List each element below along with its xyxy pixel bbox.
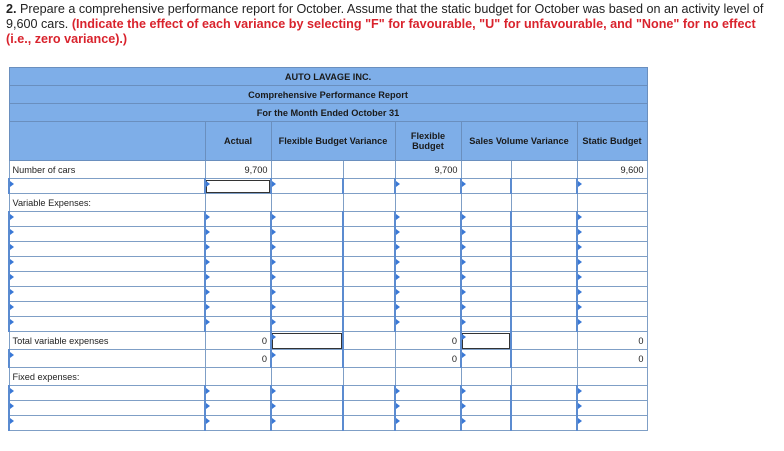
input-cell[interactable] — [461, 272, 511, 287]
header-static-budget: Static Budget — [577, 122, 647, 161]
subtotal-actual: 0 — [205, 350, 271, 368]
row-label-number-of-cars: Number of cars — [9, 161, 205, 179]
input-cell[interactable] — [205, 242, 271, 257]
blank-cell — [395, 368, 461, 386]
company-name: AUTO LAVAGE INC. — [9, 68, 647, 86]
input-cell[interactable] — [271, 227, 343, 242]
total-var-actual: 0 — [205, 332, 271, 350]
expense-name-input[interactable] — [9, 401, 205, 416]
expense-name-input[interactable] — [9, 287, 205, 302]
input-cell[interactable] — [577, 272, 647, 287]
header-sales-volume-variance: Sales Volume Variance — [461, 122, 577, 161]
input-cell[interactable] — [461, 227, 511, 242]
header-blank — [9, 122, 205, 161]
input-cell[interactable] — [205, 386, 271, 401]
expense-name-input[interactable] — [9, 416, 205, 431]
input-cell[interactable] — [577, 242, 647, 257]
input-cell[interactable] — [461, 401, 511, 416]
cars-sales-var-effect — [511, 161, 577, 179]
input-cell[interactable] — [395, 302, 461, 317]
blank-cell — [205, 194, 271, 212]
input-cell[interactable] — [395, 227, 461, 242]
input-cell[interactable] — [205, 257, 271, 272]
input-cell[interactable] — [461, 242, 511, 257]
effect-select[interactable] — [511, 302, 577, 317]
input-cell[interactable] — [271, 302, 343, 317]
input-cell[interactable] — [271, 212, 343, 227]
input-cell[interactable] — [271, 242, 343, 257]
blank-cell — [461, 194, 511, 212]
input-cell[interactable] — [577, 302, 647, 317]
input-cell[interactable] — [271, 332, 343, 350]
header-flexible-budget-variance: Flexible Budget Variance — [271, 122, 395, 161]
input-cell[interactable] — [271, 416, 343, 431]
input-cell[interactable] — [395, 179, 461, 194]
effect-select[interactable] — [511, 212, 577, 227]
input-cell[interactable] — [461, 386, 511, 401]
expense-name-input[interactable] — [9, 386, 205, 401]
cars-flex-var-effect — [343, 161, 395, 179]
effect-select[interactable] — [343, 401, 395, 416]
input-cell[interactable] — [461, 416, 511, 431]
effect-select[interactable] — [511, 227, 577, 242]
input-cell[interactable] — [461, 302, 511, 317]
input-cell[interactable] — [205, 212, 271, 227]
report-period: For the Month Ended October 31 — [9, 104, 647, 122]
input-cell[interactable] — [577, 212, 647, 227]
effect-select[interactable] — [511, 242, 577, 257]
input-cell[interactable] — [395, 242, 461, 257]
performance-report-table — [8, 67, 648, 431]
expense-name-input[interactable] — [9, 242, 205, 257]
report-title: Comprehensive Performance Report — [9, 86, 647, 104]
input-cell[interactable] — [271, 287, 343, 302]
input-cell[interactable] — [205, 302, 271, 317]
input-cell[interactable] — [395, 212, 461, 227]
input-cell[interactable] — [205, 227, 271, 242]
blank-cell — [511, 194, 577, 212]
input-cell[interactable] — [461, 332, 511, 350]
input-cell[interactable] — [395, 317, 461, 332]
input-cell[interactable] — [577, 179, 647, 194]
cars-flexible-budget: 9,700 — [395, 161, 461, 179]
effect-select[interactable] — [343, 386, 395, 401]
effect-select[interactable] — [343, 227, 395, 242]
input-cell[interactable] — [461, 317, 511, 332]
effect-select[interactable] — [343, 416, 395, 431]
question-text — [6, 2, 778, 47]
effect-select[interactable] — [343, 350, 395, 368]
effect-select[interactable] — [511, 317, 577, 332]
expense-name-input[interactable] — [9, 227, 205, 242]
effect-select[interactable] — [511, 179, 577, 194]
blank-cell — [271, 368, 343, 386]
expense-name-input[interactable] — [9, 257, 205, 272]
blank-cell — [461, 368, 511, 386]
row-label-fixed-expenses: Fixed expenses: — [9, 368, 205, 386]
expense-name-input[interactable] — [9, 212, 205, 227]
subtotal-flexible-budget: 0 — [395, 350, 461, 368]
blank-cell — [343, 368, 395, 386]
input-cell[interactable] — [577, 386, 647, 401]
effect-select[interactable] — [343, 242, 395, 257]
question-body: Prepare a comprehensive performance report for October. Assume that the static budget for October was based on an activity level of 9,600 cars. — [6, 2, 764, 31]
input-cell[interactable] — [271, 272, 343, 287]
expense-name-input[interactable] — [9, 317, 205, 332]
expense-name-input[interactable] — [9, 272, 205, 287]
effect-select[interactable] — [511, 416, 577, 431]
input-cell[interactable] — [577, 227, 647, 242]
effect-select[interactable] — [511, 386, 577, 401]
input-cell[interactable] — [395, 257, 461, 272]
input-cell[interactable] — [271, 386, 343, 401]
input-cell[interactable] — [461, 212, 511, 227]
input-cell[interactable] — [205, 272, 271, 287]
input-cell[interactable] — [461, 350, 511, 368]
effect-select[interactable] — [343, 179, 395, 194]
input-cell[interactable] — [271, 350, 343, 368]
input-cell[interactable] — [395, 272, 461, 287]
input-cell[interactable] — [461, 287, 511, 302]
effect-select[interactable] — [511, 257, 577, 272]
input-label-cell[interactable] — [9, 179, 205, 194]
row-label-variable-expenses: Variable Expenses: — [9, 194, 205, 212]
blank-cell — [343, 194, 395, 212]
input-cell[interactable] — [271, 179, 343, 194]
input-cell[interactable] — [271, 257, 343, 272]
effect-select[interactable] — [511, 401, 577, 416]
row-label-total-variable-expenses: Total variable expenses — [9, 332, 205, 350]
header-flexible-budget: Flexible Budget — [395, 122, 461, 161]
input-cell[interactable] — [577, 257, 647, 272]
blank-cell — [577, 194, 647, 212]
effect-select[interactable] — [511, 332, 577, 350]
input-cell[interactable] — [205, 287, 271, 302]
input-cell[interactable] — [271, 401, 343, 416]
input-cell[interactable] — [395, 416, 461, 431]
effect-select[interactable] — [343, 332, 395, 350]
subtotal-static-budget: 0 — [577, 350, 647, 368]
input-cell[interactable] — [577, 317, 647, 332]
effect-select[interactable] — [511, 287, 577, 302]
input-cell[interactable] — [271, 317, 343, 332]
effect-select[interactable] — [343, 287, 395, 302]
input-cell[interactable] — [395, 401, 461, 416]
input-cell[interactable] — [205, 179, 271, 194]
effect-select[interactable] — [343, 302, 395, 317]
effect-select[interactable] — [511, 350, 577, 368]
input-cell[interactable] — [395, 287, 461, 302]
input-cell[interactable] — [577, 401, 647, 416]
input-cell[interactable] — [205, 401, 271, 416]
blank-cell — [205, 368, 271, 386]
input-cell[interactable] — [461, 179, 511, 194]
cars-sales-var-amount — [461, 161, 511, 179]
question-instruction: (Indicate the effect of each variance by selecting "F" for favourable, "U" for unfavourable, and "None" for no effect (i.e., zero variance).) — [6, 17, 756, 46]
total-var-static-budget: 0 — [577, 332, 647, 350]
cars-static-budget: 9,600 — [577, 161, 647, 179]
effect-select[interactable] — [343, 272, 395, 287]
blank-cell — [271, 194, 343, 212]
input-cell[interactable] — [205, 317, 271, 332]
input-cell[interactable] — [461, 257, 511, 272]
expense-name-input[interactable] — [9, 302, 205, 317]
cars-flex-var-amount — [271, 161, 343, 179]
input-label-cell[interactable] — [9, 350, 205, 368]
input-cell[interactable] — [577, 416, 647, 431]
total-var-flexible-budget: 0 — [395, 332, 461, 350]
effect-select[interactable] — [511, 272, 577, 287]
effect-select[interactable] — [343, 317, 395, 332]
blank-cell — [395, 194, 461, 212]
blank-cell — [577, 368, 647, 386]
question-number: 2. — [6, 2, 17, 16]
effect-select[interactable] — [343, 257, 395, 272]
effect-select[interactable] — [343, 212, 395, 227]
input-cell[interactable] — [205, 416, 271, 431]
header-actual: Actual — [205, 122, 271, 161]
cars-actual: 9,700 — [205, 161, 271, 179]
input-cell[interactable] — [395, 386, 461, 401]
input-cell[interactable] — [577, 287, 647, 302]
blank-cell — [511, 368, 577, 386]
